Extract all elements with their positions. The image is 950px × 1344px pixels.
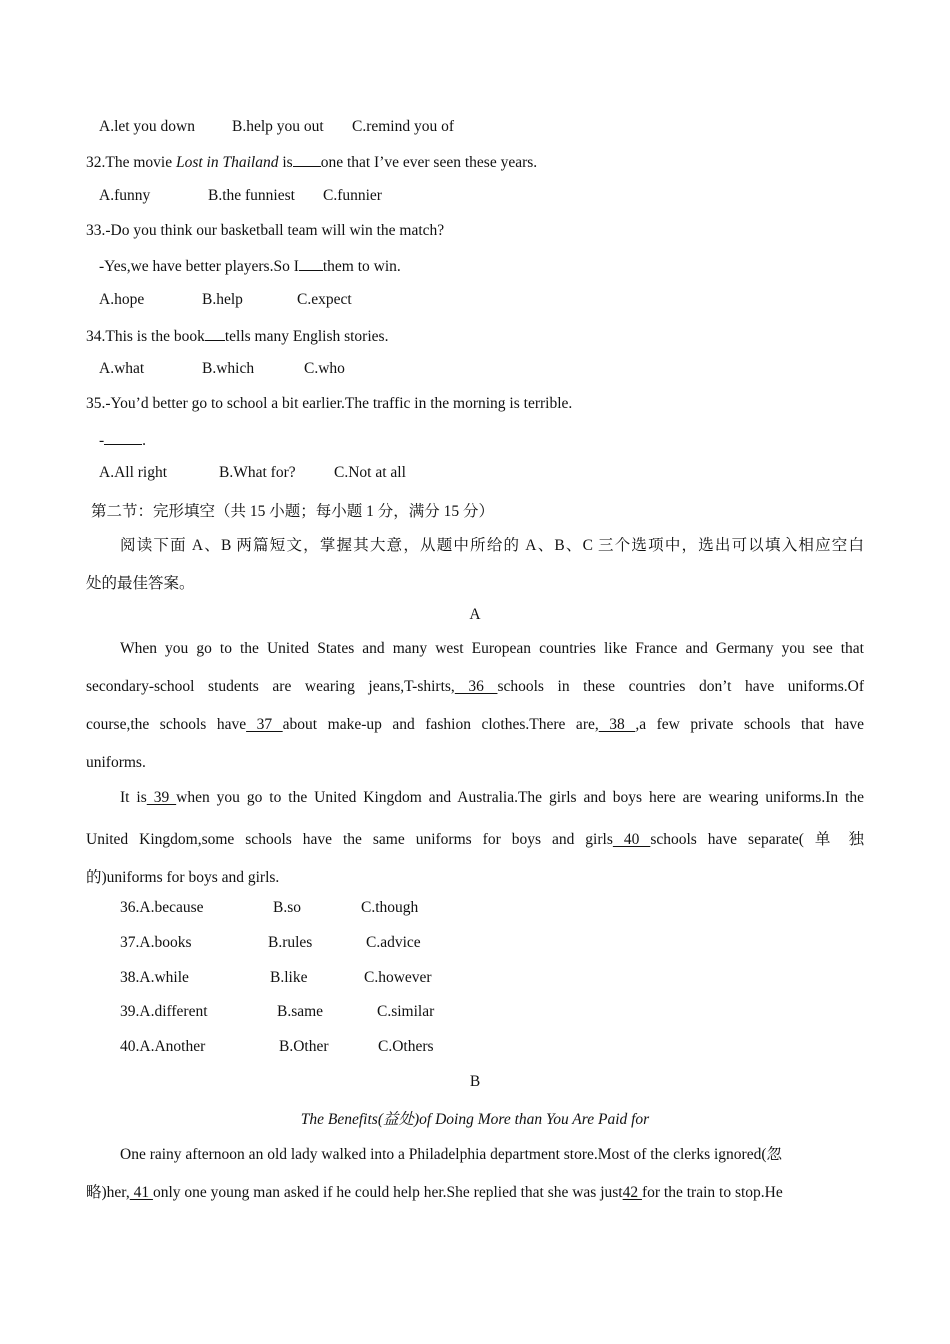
question-number: 32. — [86, 154, 106, 171]
question-text: 34.This is the book — [86, 328, 205, 345]
answer-blank — [104, 430, 142, 445]
choice-40-c: C.Others — [378, 1038, 434, 1055]
passage-a-line — [86, 716, 864, 734]
reply-text: -Yes,we have better players.So I — [99, 258, 299, 275]
passage-a-label: A — [469, 606, 481, 623]
q34-option-a: A.what — [99, 360, 145, 377]
blank-37: 37 — [246, 716, 283, 733]
question-text: The movie — [105, 154, 176, 171]
choice-36-b: B.so — [273, 899, 301, 916]
q35-option-b: B.What for? — [219, 464, 296, 481]
passage-text: It is — [120, 789, 147, 806]
passage-text: course,the schools have — [86, 716, 247, 733]
choice-40-b: B.Other — [279, 1038, 329, 1055]
choice-37-c: C.advice — [366, 934, 421, 951]
blank-40: 40 — [612, 831, 651, 848]
question-text: is — [278, 154, 293, 171]
q34-option-b: B.which — [202, 360, 255, 377]
choice-37-b: B.rules — [268, 934, 313, 951]
answer-blank — [293, 152, 321, 167]
choice-38-b: B.like — [270, 969, 308, 986]
reply-text: - — [99, 432, 105, 449]
q31-option-b: B.help you out — [232, 118, 324, 135]
choice-37-a: 37.A.books — [120, 934, 192, 951]
passage-text: about make-up and fashion clothes.There are, — [282, 716, 599, 733]
choice-36-c: C.though — [361, 899, 419, 916]
question-35-reply — [99, 430, 146, 450]
question-34 — [86, 326, 388, 346]
section-instructions-cont: 处的最佳答案。 — [86, 575, 195, 592]
q31-option-a: A.let you down — [99, 118, 196, 135]
passage-a-line — [86, 678, 864, 696]
passage-a-line: When you go to the United States and many west European countries like France and Germany you see that — [120, 640, 864, 657]
choice-38-a: 38.A.while — [120, 969, 189, 986]
passage-text: only one young man asked if he could help her.She replied that she was just — [152, 1184, 623, 1201]
q33-option-a: A.hope — [99, 291, 145, 308]
passage-b-line — [86, 1180, 783, 1202]
q35-option-a: A.All right — [99, 464, 168, 481]
passage-a-line — [120, 789, 864, 807]
q32-option-b: B.the funniest — [208, 187, 295, 204]
q33-option-c: C.expect — [297, 291, 352, 308]
section-instructions: 阅读下面 A、B 两篇短文，掌握其大意，从题中所给的 A、B、C 三个选项中，选出可以填入相应空白 — [120, 537, 864, 554]
passage-b-title: The Benefits(益处)of Doing More than You Are Paid for — [300, 1111, 650, 1128]
choice-38-c: C.however — [364, 969, 432, 986]
q33-option-b: B.help — [202, 291, 243, 308]
passage-text: United Kingdom,some schools have the same uniforms for boys and girls — [86, 831, 613, 848]
blank-36: 36 — [454, 678, 498, 695]
reply-text: them to win. — [322, 258, 401, 275]
blank-39: 39 — [146, 789, 177, 806]
question-35: 35.-You’d better go to school a bit earlier.The traffic in the morning is terrible. — [86, 395, 573, 412]
passage-text: schools have separate( 单 独 — [650, 831, 865, 848]
passage-text: 略)her, — [86, 1184, 130, 1201]
passage-a-line — [86, 827, 864, 849]
choice-40-a: 40.A.Another — [120, 1038, 206, 1055]
choice-36-a: 36.A.because — [120, 899, 204, 916]
question-32 — [86, 152, 537, 172]
passage-text: schools in these countries don’t have uniforms.Of — [497, 678, 864, 695]
choice-39-b: B.same — [277, 1003, 324, 1020]
question-33-reply — [99, 256, 401, 276]
question-33: 33.-Do you think our basketball team will win the match? — [86, 222, 445, 239]
passage-text: ,a few private schools that have — [635, 716, 865, 733]
q35-option-c: C.Not at all — [334, 464, 406, 481]
blank-38: 38 — [598, 716, 636, 733]
section-heading: 第二节：完形填空（共 15 小题；每小题 1 分，满分 15 分） — [91, 503, 495, 520]
question-text: tells many English stories. — [224, 328, 389, 345]
passage-text: for the train to stop.He — [641, 1184, 783, 1201]
q34-option-c: C.who — [304, 360, 345, 377]
passage-a-line: uniforms. — [86, 754, 146, 771]
question-text: one that I’ve ever seen these years. — [320, 154, 538, 171]
reply-text: . — [142, 432, 147, 449]
passage-a-line: 的)uniforms for boys and girls. — [86, 869, 280, 886]
q31-option-c: C.remind you of — [352, 118, 455, 135]
passage-text: when you go to the United Kingdom and Australia.The girls and boys here are wearing uniforms.In the — [176, 789, 864, 806]
answer-blank — [205, 326, 225, 341]
passage-text: secondary-school students are wearing jeans,T-shirts, — [86, 678, 455, 695]
passage-b-line: One rainy afternoon an old lady walked into a Philadelphia department store.Most of the clerks ignored(忽 — [120, 1146, 783, 1163]
blank-41: 41 — [129, 1184, 153, 1201]
blank-42: 42 — [622, 1184, 642, 1201]
passage-b-label: B — [469, 1073, 481, 1090]
q32-option-a: A.funny — [99, 187, 151, 204]
movie-title: Lost in Thailand — [175, 154, 279, 171]
q32-option-c: C.funnier — [323, 187, 382, 204]
choice-39-a: 39.A.different — [120, 1003, 208, 1020]
choice-39-c: C.similar — [377, 1003, 435, 1020]
answer-blank — [299, 256, 323, 271]
